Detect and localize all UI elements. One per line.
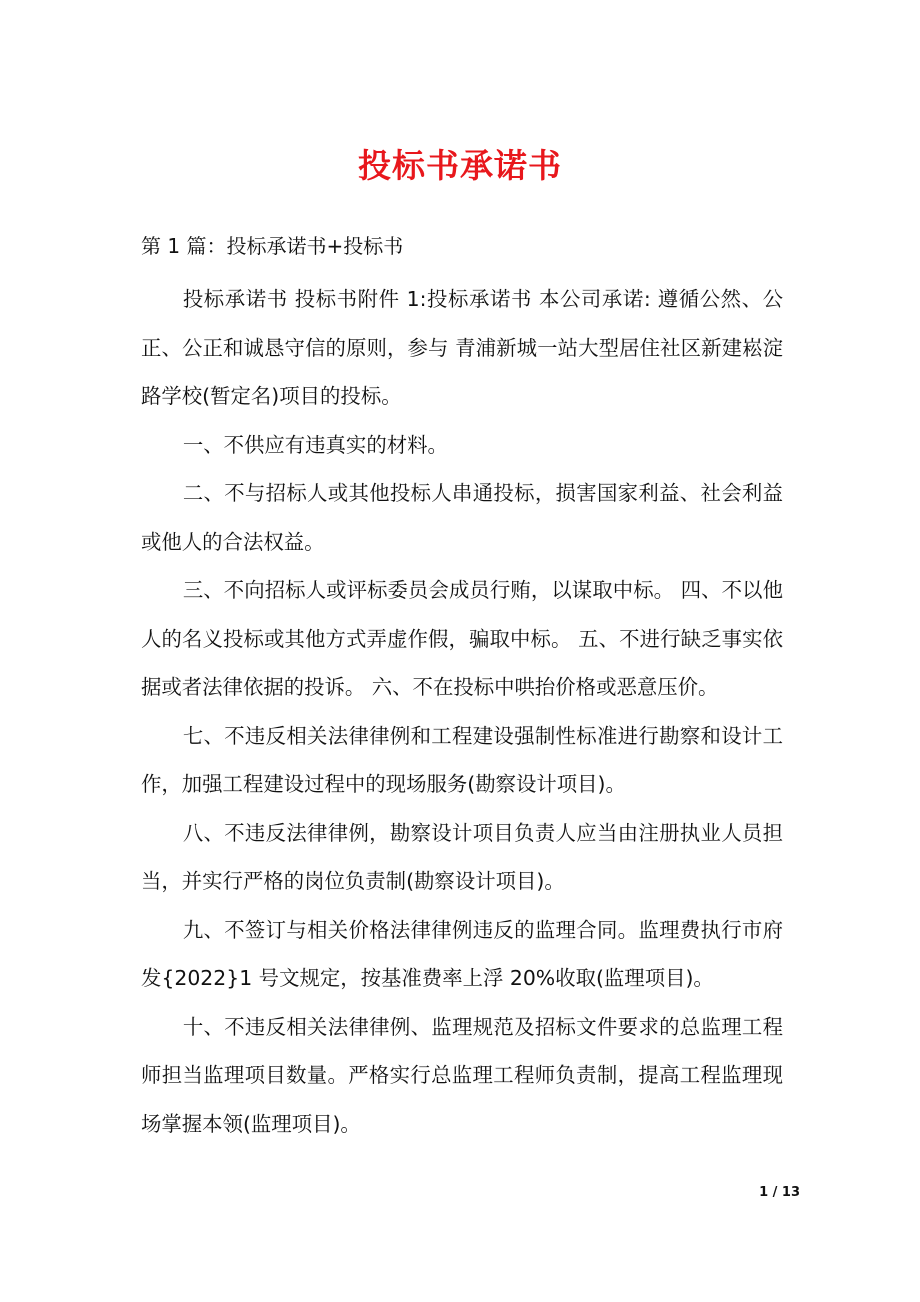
section-heading: 第 1 篇：投标承诺书+投标书 [141,234,404,258]
paragraph-intro: 投标承诺书 投标书附件 1:投标承诺书 本公司承诺: 遵循公然、公正、公正和诚恳守信的原则，参与 青浦新城一站大型居住社区新建崧淀路学校(暂定名)项目的投标。 [141,287,783,408]
document-body [141,275,783,1148]
document-title: 投标书承诺书 [358,146,562,185]
paragraph-item-2: 二、不与招标人或其他投标人串通投标，损害国家利益、社会利益或他人的合法权益。 [141,481,783,554]
paragraph-item-9: 九、不签订与相关价格法律律例违反的监理合同。监理费执行市府发{2022}1 号文规定，按基准费率上浮 20%收取(监理项目)。 [141,917,783,990]
paragraph-item-8: 八、不违反法律律例，勘察设计项目负责人应当由注册执业人员担当，并实行严格的岗位负责制(勘察设计项目)。 [141,820,783,893]
paragraph-item-10: 十、不违反相关法律律例、监理规范及招标文件要求的总监理工程师担当监理项目数量。严格实行总监理工程师负责制，提高工程监理现场掌握本领(监理项目)。 [141,1014,783,1136]
page-number: 1 / 13 [759,1185,800,1200]
paragraph-item-7: 七、不违反相关法律律例和工程建设强制性标准进行勘察和设计工作，加强工程建设过程中的现场服务(勘察设计项目)。 [141,723,783,796]
paragraph-item-3-6: 三、不向招标人或评标委员会成员行贿，以谋取中标。 四、不以他人的名义投标或其他方式弄虚作假，骗取中标。 五、不进行缺乏事实依据或者法律依据的投诉。 六、不在投标中哄抬价格或恶意压价。 [141,578,783,699]
paragraph-item-1: 一、不供应有违真实的材料。 [182,432,448,457]
